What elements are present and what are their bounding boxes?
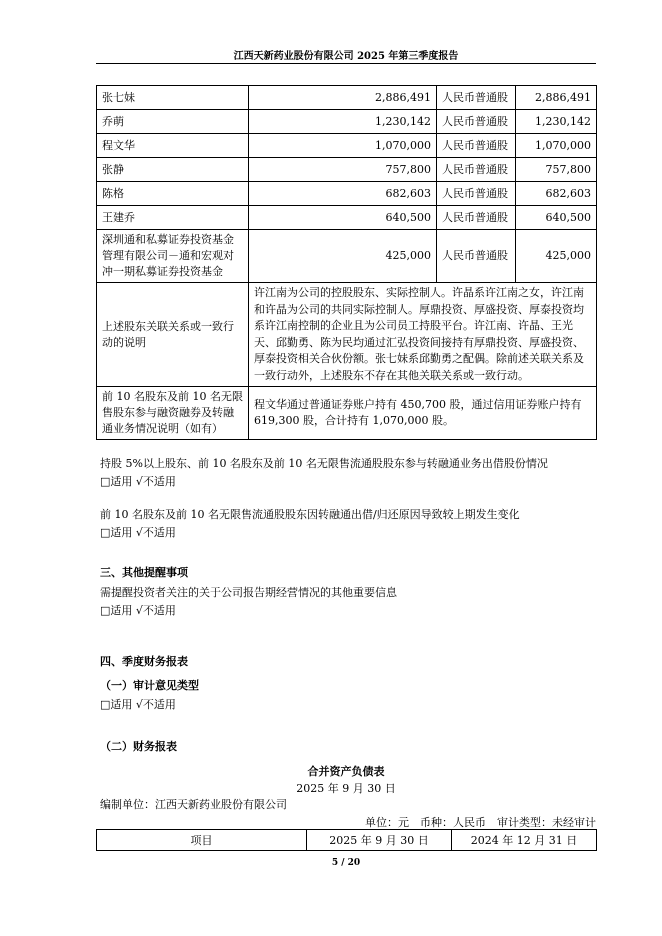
shareholder-name: 张静: [97, 158, 249, 182]
fs-heading: （二）财务报表: [100, 740, 177, 753]
share-class: 人民币普通股: [437, 86, 516, 110]
share-count: 2,886,491: [516, 86, 597, 110]
section3-heading: 三、其他提醒事项: [100, 566, 188, 579]
units-line: 单位：元 币种：人民币 审计类型：未经审计: [365, 816, 596, 829]
table-row: [97, 86, 597, 110]
shareholder-name: 王建乔: [97, 206, 249, 230]
margin-text: 程文华通过普通证券账户持有 450,700 股，通过信用证券账户持有 619,300 股，合计持有 1,070,000 股。: [249, 387, 597, 440]
share-count: 640,500: [516, 206, 597, 230]
relation-label: 上述股东关联关系或一致行动的说明: [97, 283, 249, 387]
shareholder-name: 深圳通和私募证券投资基金管理有限公司－通和宏观对冲一期私募证券投资基金: [97, 230, 249, 283]
shares-held: 1,070,000: [249, 134, 437, 158]
relation-text: 许江南为公司的控股股东、实际控制人。许晶系许江南之女，许江南和许晶为公司的共同实际控制人。厚鼎投资、厚盛投资、厚泰投资均系许江南控制的企业且为公司员工持股平台。许江南、许晶、王光天、邱勤勇、陈为民均通过汇弘投资间接持有厚鼎投资、厚盛投资、厚泰投资相关合伙份额。张七妹系邱勤勇之配偶。除前述关联关系及一致行动外，上述股东不存在其他关联关系或一致行动。: [249, 283, 597, 387]
share-count: 425,000: [516, 230, 597, 283]
change-title: 前 10 名股东及前 10 名无限售流通股股东因转融通出借/归还原因导致较上期发生变化: [100, 508, 520, 521]
shares-held: 425,000: [249, 230, 437, 283]
table-row: [97, 283, 597, 387]
section3-options: □适用 √不适用: [100, 604, 176, 617]
shares-held: 2,886,491: [249, 86, 437, 110]
share-class: 人民币普通股: [437, 134, 516, 158]
share-count: 682,603: [516, 182, 597, 206]
balance-sheet-title: 合并资产负债表: [307, 765, 385, 778]
change-options: □适用 √不适用: [100, 526, 176, 539]
shareholder-name: 张七妹: [97, 86, 249, 110]
table-header-row: [97, 830, 597, 851]
balance-sheet-table: [96, 829, 597, 851]
table-row: [97, 230, 597, 283]
header-divider: [96, 63, 596, 64]
table-row: [97, 182, 597, 206]
shareholders-table: [96, 85, 597, 440]
section3-text: 需提醒投资者关注的关于公司报告期经营情况的其他重要信息: [100, 586, 397, 599]
page-header: 江西天新药业股份有限公司 2025 年第三季度报告: [233, 51, 459, 62]
shares-held: 640,500: [249, 206, 437, 230]
page-number: 5 / 20: [331, 858, 361, 868]
share-class: 人民币普通股: [437, 206, 516, 230]
preparer: 编制单位：江西天新药业股份有限公司: [100, 798, 287, 811]
table-row: [97, 134, 597, 158]
share-class: 人民币普通股: [437, 182, 516, 206]
share-class: 人民币普通股: [437, 158, 516, 182]
shareholder-name: 乔萌: [97, 110, 249, 134]
col-current: 2025 年 9 月 30 日: [307, 830, 452, 851]
col-prior: 2024 年 12 月 31 日: [452, 830, 597, 851]
lending-options: □适用 √不适用: [100, 475, 176, 488]
share-class: 人民币普通股: [437, 230, 516, 283]
col-item: 项目: [97, 830, 307, 851]
shares-held: 757,800: [249, 158, 437, 182]
share-count: 1,230,142: [516, 110, 597, 134]
share-count: 1,070,000: [516, 134, 597, 158]
lending-title: 持股 5%以上股东、前 10 名股东及前 10 名无限售流通股股东参与转融通业务出借股份情况: [100, 457, 548, 470]
table-row: [97, 110, 597, 134]
shares-held: 682,603: [249, 182, 437, 206]
balance-sheet-date: 2025 年 9 月 30 日: [296, 782, 396, 795]
share-count: 757,800: [516, 158, 597, 182]
shareholder-name: 程文华: [97, 134, 249, 158]
audit-heading: （一）审计意见类型: [100, 679, 199, 692]
shares-held: 1,230,142: [249, 110, 437, 134]
shareholder-name: 陈格: [97, 182, 249, 206]
section4-heading: 四、季度财务报表: [100, 655, 188, 668]
margin-label: 前 10 名股东及前 10 名无限售股东参与融资融券及转融通业务情况说明（如有）: [97, 387, 249, 440]
table-row: [97, 387, 597, 440]
table-row: [97, 206, 597, 230]
share-class: 人民币普通股: [437, 110, 516, 134]
table-row: [97, 158, 597, 182]
audit-options: □适用 √不适用: [100, 698, 176, 711]
